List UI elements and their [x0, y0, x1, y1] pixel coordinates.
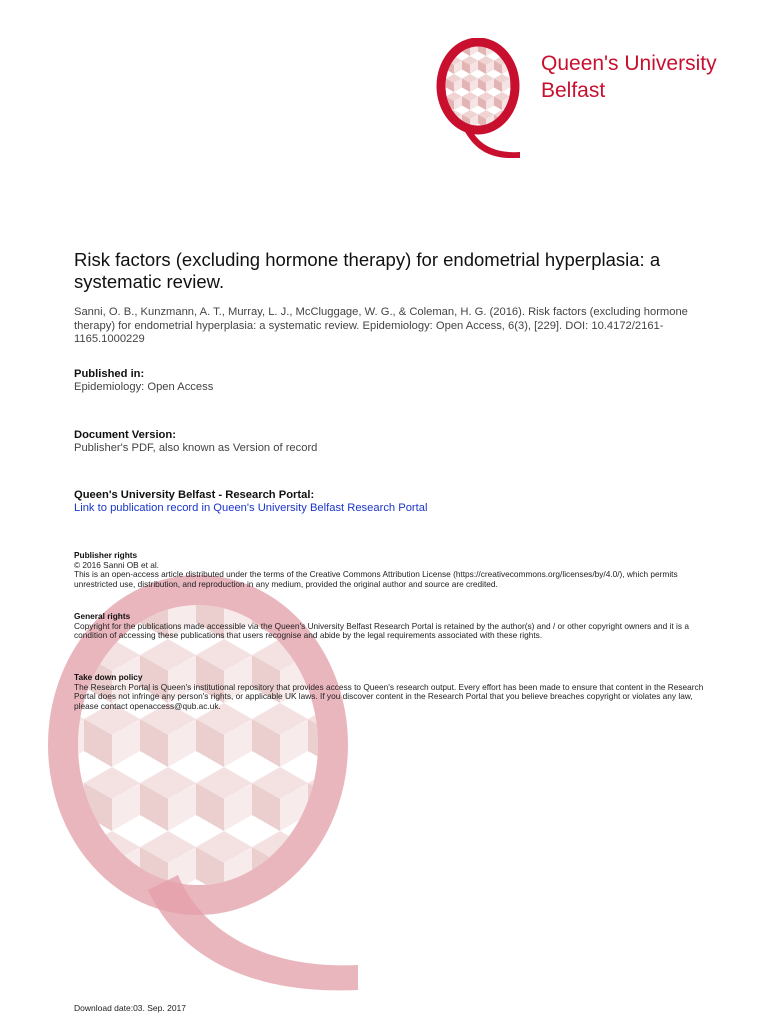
- publisher-rights-section: [74, 551, 714, 589]
- take-down-text: The Research Portal is Queen's institutional repository that provides access to Queen's research output. Every effort has been made to ensure that content in the Research Portal does not infringe any person's rights, or applicable UK laws. If you discover content in the Research Portal that you believe breaches copyright or violates any law, please contact openaccess@qub.ac.uk.: [74, 681, 704, 711]
- general-rights-section: [74, 612, 714, 641]
- take-down-section: [74, 673, 714, 711]
- document-version-section: [74, 429, 317, 455]
- document-version-label: Document Version:: [74, 429, 176, 441]
- publication-record-link[interactable]: Link to publication record in Queen's University Belfast Research Portal: [74, 502, 428, 514]
- published-in-section: [74, 368, 213, 394]
- citation: Sanni, O. B., Kunzmann, A. T., Murray, L. J., McCluggage, W. G., & Coleman, H. G. (2016). Risk factors (excluding hormone therapy) for endometrial hyperplasia: a systematic review. Epidemiology: Open Access, 6(3), [229]. DOI: 10.4172/2161- 1165.1000229: [74, 306, 688, 345]
- publisher-rights-heading: Publisher rights: [74, 550, 138, 560]
- logo-line-1: Queen's University: [541, 52, 717, 75]
- published-in-label: Published in:: [74, 368, 145, 380]
- publisher-rights-line-2: This is an open-access article distributed under the terms of the Creative Commons Attribution License (https://creativecommons.org/licenses/by/4.0/), which permits unrestricted use, distribution, and reproduction in any medium, provided the original author and source are credited.: [74, 569, 678, 589]
- general-rights-text: Copyright for the publications made accessible via the Queen's University Belfast Research Portal is retained by the author(s) and / or other copyright owners and it is a condition of accessing these publications that users recognise and abide by the legal requirements associated with these rights.: [74, 620, 689, 641]
- document-version-value: Publisher's PDF, also known as Version of record: [74, 442, 318, 454]
- general-rights-heading: General rights: [74, 611, 131, 621]
- download-date: Download date:03. Sep. 2017: [74, 1003, 187, 1013]
- qub-logo: [430, 38, 730, 158]
- research-portal-section: [74, 489, 427, 515]
- qub-logo-wordmark: [541, 50, 717, 104]
- publisher-rights-line-1: © 2016 Sanni OB et al.: [74, 559, 159, 570]
- document-title: Risk factors (excluding hormone therapy) for endometrial hyperplasia: a systematic review.: [74, 249, 661, 292]
- published-in-value: Epidemiology: Open Access: [74, 381, 214, 393]
- qub-q-logo-icon: [430, 38, 550, 158]
- research-portal-label: Queen's University Belfast - Research Portal:: [74, 489, 315, 501]
- take-down-heading: Take down policy: [74, 672, 143, 682]
- logo-line-2: Belfast: [541, 79, 606, 102]
